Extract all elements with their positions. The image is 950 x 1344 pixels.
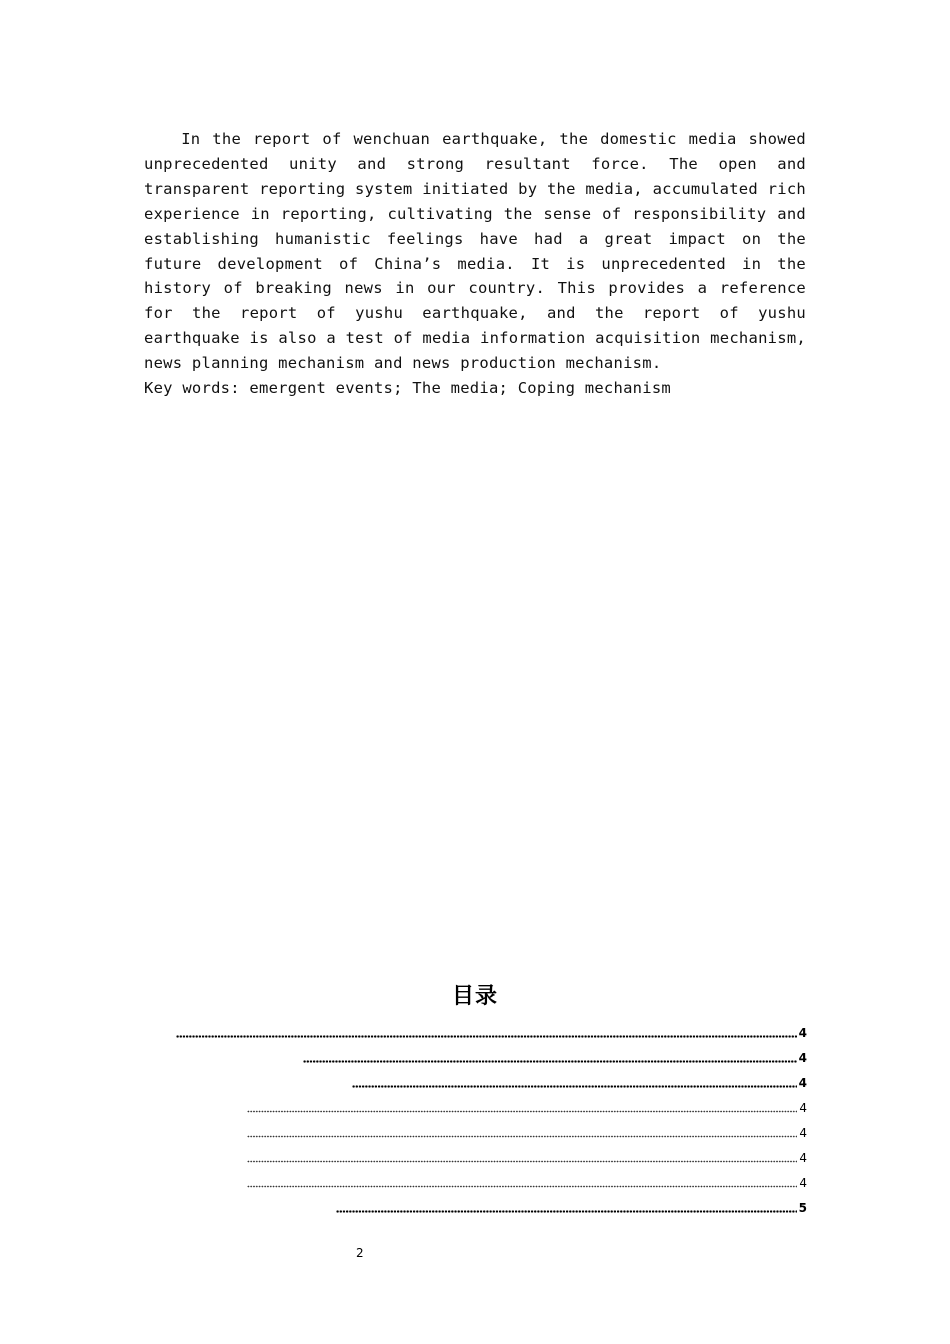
toc-entry[interactable] [247, 1176, 807, 1190]
toc-leader-dots [247, 1185, 797, 1188]
toc-leader-dots [336, 1210, 797, 1213]
english-abstract [144, 127, 806, 376]
abstract-paragraph: In the report of wenchuan earthquake, the domestic media showed unprecedented unity and strong resultant force. The open and transparent reporting system initiated by the media, accumulated rich experience in reporting, cultivating the sense of responsibility and establishing humanistic feelings have had a great impact on the future development of China’s media. It is unprecedented in the history of breaking news in our country. This provides a reference for the report of yushu earthquake, and the report of yushu earthquake is also a test of media information acquisition mechanism, news planning mechanism and news production mechanism. [144, 130, 806, 373]
footer-page-number: 2 [356, 1246, 364, 1260]
toc-entry[interactable] [352, 1076, 807, 1090]
toc-entry[interactable] [336, 1201, 807, 1215]
toc-page-number: 4 [798, 1076, 807, 1090]
toc-title: 目录 [451, 984, 498, 1009]
toc-entry[interactable] [176, 1026, 807, 1040]
toc-leader-dots [247, 1110, 797, 1113]
toc-leader-dots [247, 1160, 797, 1163]
toc-page-number: 4 [799, 1101, 807, 1115]
toc-page-number: 4 [798, 1026, 807, 1040]
toc-leader-dots [176, 1035, 797, 1038]
keywords-line: Key words: emergent events; The media; Coping mechanism [144, 379, 671, 397]
toc-page-number: 4 [799, 1126, 807, 1140]
toc-entry[interactable] [247, 1101, 807, 1115]
toc-entry[interactable] [247, 1151, 807, 1165]
toc-page-number: 5 [798, 1201, 807, 1215]
toc-leader-dots [247, 1135, 797, 1138]
toc-page-number: 4 [799, 1176, 807, 1190]
toc-page-number: 4 [799, 1151, 807, 1165]
toc-leader-dots [303, 1060, 797, 1063]
toc-leader-dots [352, 1085, 797, 1088]
toc-entry[interactable] [303, 1051, 807, 1065]
toc-entry[interactable] [247, 1126, 807, 1140]
toc-page-number: 4 [798, 1051, 807, 1065]
